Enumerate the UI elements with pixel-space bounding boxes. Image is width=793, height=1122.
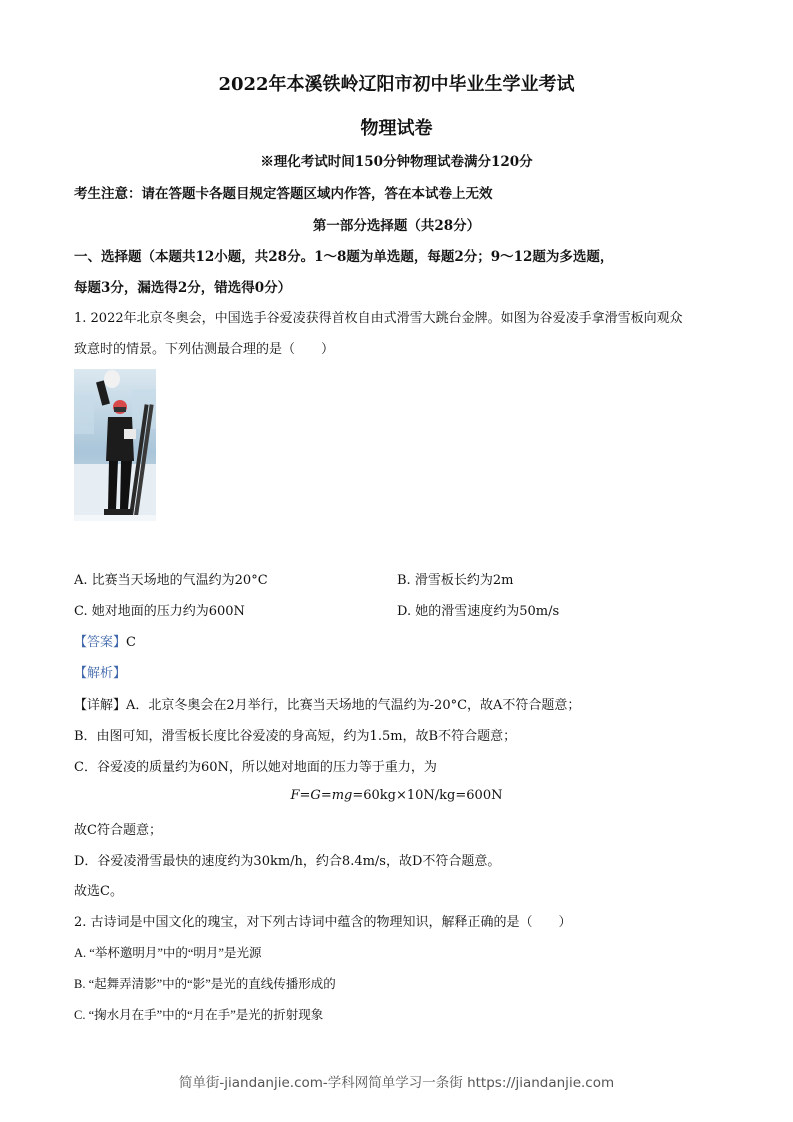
exam-subtitle: 物理试卷 xyxy=(360,118,433,139)
q1-stem-line2: 致意时的情景。下列估测最合理的是（ ） xyxy=(74,342,335,357)
footer-watermark: 简单街-jiandanjie.com-学科网简单学习一条街 https://jiandanjie.com xyxy=(178,1075,615,1091)
time-note: ※理化考试时间150分钟物理试卷满分120分 xyxy=(260,154,533,170)
section-heading-line1: 一、选择题（本题共12小题，共28分。1～8题为单选题，每题2分；9～12题为多选题， xyxy=(74,249,614,265)
skier-photo xyxy=(74,369,156,521)
formula-variables: F=G=mg xyxy=(290,788,353,803)
q1-answer xyxy=(74,631,136,650)
q2-option-c: C. “掬水月在手”中的“月在手”是光的折射现象 xyxy=(74,1008,324,1022)
q1-detail-line3: C．谷爱凌的质量约为60N，所以她对地面的压力等于重力，为 xyxy=(74,760,437,775)
q2-option-b: B. “起舞弄清影”中的“影”是光的直线传播形成的 xyxy=(74,977,336,991)
q2-option-a: A. “举杯邀明月”中的“明月”是光源 xyxy=(74,946,262,960)
analysis-label: 【解析】 xyxy=(74,666,127,681)
q1-formula xyxy=(0,788,793,803)
part-title: 第一部分选择题（共28分） xyxy=(312,218,481,234)
skier-illustration xyxy=(74,369,156,521)
answer-label: 【答案】 xyxy=(74,635,127,650)
candidate-notice: 考生注意：请在答题卡各题目规定答题区域内作答，答在本试卷上无效 xyxy=(74,186,493,202)
q1-conclusion: 故选C。 xyxy=(74,884,123,899)
exam-title: 2022年本溪铁岭辽阳市初中毕业生学业考试 xyxy=(218,74,575,95)
q1-stem-line1: 1. 2022年北京冬奥会，中国选手谷爱凌获得首枚自由式滑雪大跳台金牌。如图为谷爱凌手拿滑雪板向观众 xyxy=(74,311,683,326)
q1-detail-line5: D．谷爱凌滑雪最快的速度约为30km/h，约合8.4m/s，故D不符合题意。 xyxy=(74,854,501,869)
q1-option-c: C. 她对地面的压力约为600N xyxy=(74,604,245,619)
q1-detail-line2: B．由图可知，滑雪板长度比谷爱凌的身高短，约为1.5m，故B不符合题意； xyxy=(74,729,517,744)
section-heading-line2: 每题3分，漏选得2分，错选得0分） xyxy=(74,280,292,296)
q1-detail-line1: 【详解】A．北京冬奥会在2月举行，比赛当天场地的气温约为-20°C，故A不符合题意； xyxy=(74,698,581,713)
q1-option-a: A. 比赛当天场地的气温约为20°C xyxy=(74,573,268,588)
q1-detail-line4: 故C符合题意； xyxy=(74,823,162,838)
q1-option-d: D. 她的滑雪速度约为50m/s xyxy=(397,604,560,619)
q2-stem: 2. 古诗词是中国文化的瑰宝，对下列古诗词中蕴含的物理知识，解释正确的是（ ） xyxy=(74,915,572,930)
answer-value: C xyxy=(126,635,136,650)
q1-option-b: B. 滑雪板长约为2m xyxy=(397,573,514,588)
formula-values: =60kg×10N/kg=600N xyxy=(352,788,503,803)
